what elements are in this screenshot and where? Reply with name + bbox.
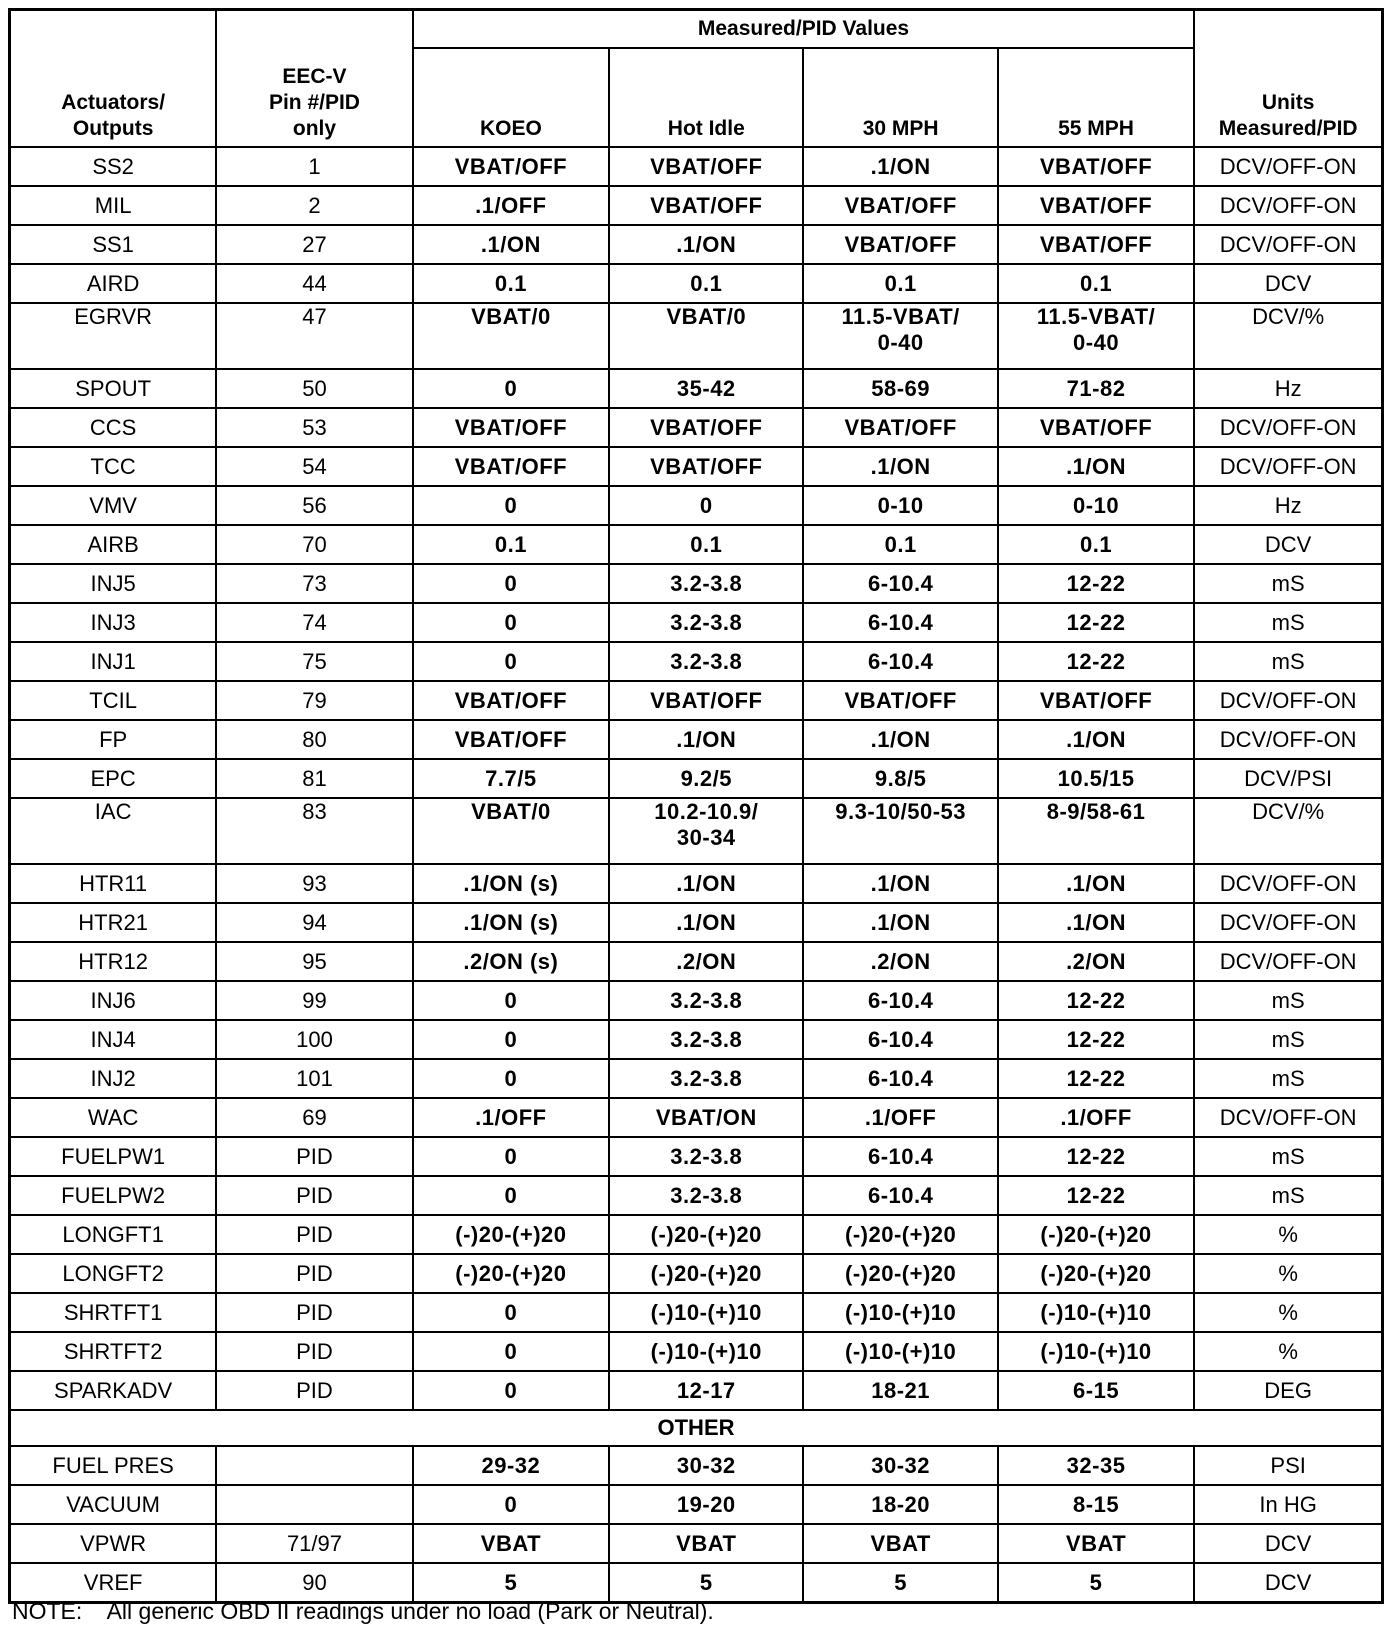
actuator-cell: SS2: [10, 147, 217, 186]
pin-cell: PID: [216, 1176, 412, 1215]
pin-cell: 90: [216, 1563, 412, 1603]
pin-cell: 56: [216, 486, 412, 525]
mph55-cell: 10.5/15: [998, 759, 1194, 798]
units-cell: %: [1194, 1215, 1382, 1254]
koeo-cell: 0: [413, 603, 609, 642]
mph55-cell: 6-15: [998, 1371, 1194, 1410]
koeo-cell: .1/ON (s): [413, 864, 609, 903]
mph30-cell: 9.8/5: [803, 759, 997, 798]
mph30-cell: 6-10.4: [803, 1020, 997, 1059]
units-cell: mS: [1194, 1137, 1382, 1176]
mph30-cell: 6-10.4: [803, 1059, 997, 1098]
koeo-cell: .1/ON (s): [413, 903, 609, 942]
actuator-cell: INJ4: [10, 1020, 217, 1059]
pin-cell: 73: [216, 564, 412, 603]
mph55-cell: .1/ON: [998, 864, 1194, 903]
units-cell: DCV/OFF-ON: [1194, 864, 1382, 903]
units-cell: DCV/OFF-ON: [1194, 720, 1382, 759]
actuator-cell: SPOUT: [10, 369, 217, 408]
pin-cell: 27: [216, 225, 412, 264]
hot-idle-cell: (-)10-(+)10: [609, 1293, 803, 1332]
pin-cell: 54: [216, 447, 412, 486]
header-koeo: KOEO: [413, 48, 609, 147]
mph30-cell: VBAT/OFF: [803, 225, 997, 264]
mph55-cell: VBAT/OFF: [998, 408, 1194, 447]
hot-idle-cell: VBAT/OFF: [609, 447, 803, 486]
actuator-cell: VACUUM: [10, 1485, 217, 1524]
units-cell: DCV/OFF-ON: [1194, 1098, 1382, 1137]
table-row: [10, 1485, 1383, 1524]
units-cell: mS: [1194, 564, 1382, 603]
mph30-cell: .1/ON: [803, 720, 997, 759]
koeo-cell: VBAT/OFF: [413, 447, 609, 486]
table-row: [10, 981, 1383, 1020]
units-cell: DCV/OFF-ON: [1194, 225, 1382, 264]
hot-idle-cell: VBAT: [609, 1524, 803, 1563]
units-cell: DCV/OFF-ON: [1194, 447, 1382, 486]
pin-cell: 93: [216, 864, 412, 903]
units-cell: DCV/OFF-ON: [1194, 681, 1382, 720]
units-cell: DCV: [1194, 1524, 1382, 1563]
actuator-cell: AIRD: [10, 264, 217, 303]
mph30-cell: (-)20-(+)20: [803, 1254, 997, 1293]
koeo-cell: VBAT/OFF: [413, 720, 609, 759]
actuator-cell: SHRTFT2: [10, 1332, 217, 1371]
mph30-cell: VBAT/OFF: [803, 681, 997, 720]
table-row: [10, 408, 1383, 447]
mph55-cell: 0-10: [998, 486, 1194, 525]
mph30-cell: 0.1: [803, 264, 997, 303]
table-row: [10, 603, 1383, 642]
table-row: [10, 720, 1383, 759]
hot-idle-cell: (-)10-(+)10: [609, 1332, 803, 1371]
table-row: [10, 225, 1383, 264]
koeo-cell: 0: [413, 1293, 609, 1332]
hot-idle-cell: .1/ON: [609, 720, 803, 759]
table-row: [10, 1059, 1383, 1098]
pin-cell: 2: [216, 186, 412, 225]
hot-idle-cell: 3.2-3.8: [609, 1137, 803, 1176]
footnote: NOTE: All generic OBD II readings under no load (Park or Neutral).: [12, 1598, 714, 1624]
mph30-cell: VBAT/OFF: [803, 408, 997, 447]
pin-cell: PID: [216, 1215, 412, 1254]
koeo-cell: (-)20-(+)20: [413, 1215, 609, 1254]
koeo-cell: 0: [413, 1059, 609, 1098]
table-row: [10, 564, 1383, 603]
hot-idle-cell: 9.2/5: [609, 759, 803, 798]
hot-idle-cell: 0: [609, 486, 803, 525]
actuator-cell: FP: [10, 720, 217, 759]
header-30-mph: 30 MPH: [803, 48, 997, 147]
mph55-cell: 12-22: [998, 1176, 1194, 1215]
actuator-cell: HTR12: [10, 942, 217, 981]
section-row-other: [10, 1410, 1383, 1446]
units-cell: mS: [1194, 1176, 1382, 1215]
actuator-cell: AIRB: [10, 525, 217, 564]
mph55-cell: 8-9/58-61: [998, 798, 1194, 864]
koeo-cell: VBAT: [413, 1524, 609, 1563]
pin-cell: PID: [216, 1137, 412, 1176]
pin-cell: 44: [216, 264, 412, 303]
mph30-cell: .1/ON: [803, 147, 997, 186]
actuator-cell: HTR11: [10, 864, 217, 903]
actuator-cell: MIL: [10, 186, 217, 225]
mph30-cell: (-)20-(+)20: [803, 1215, 997, 1254]
hot-idle-cell: 35-42: [609, 369, 803, 408]
actuator-cell: INJ1: [10, 642, 217, 681]
mph55-cell: .2/ON: [998, 942, 1194, 981]
actuator-cell: SPARKADV: [10, 1371, 217, 1410]
units-cell: DCV/%: [1194, 303, 1382, 369]
table-row: [10, 1371, 1383, 1410]
pin-cell: 81: [216, 759, 412, 798]
actuator-cell: EGRVR: [10, 303, 217, 369]
hot-idle-cell: 3.2-3.8: [609, 642, 803, 681]
hot-idle-cell: 0.1: [609, 264, 803, 303]
koeo-cell: 5: [413, 1563, 609, 1603]
table-row: [10, 1254, 1383, 1293]
mph30-cell: .1/OFF: [803, 1098, 997, 1137]
units-cell: DCV/PSI: [1194, 759, 1382, 798]
header-actuators: Actuators/ Outputs: [10, 10, 217, 148]
koeo-cell: VBAT/OFF: [413, 681, 609, 720]
units-cell: DEG: [1194, 1371, 1382, 1410]
mph55-cell: 32-35: [998, 1446, 1194, 1485]
pin-cell: 50: [216, 369, 412, 408]
units-cell: DCV/%: [1194, 798, 1382, 864]
koeo-cell: 0: [413, 564, 609, 603]
mph30-cell: 0.1: [803, 525, 997, 564]
pin-cell: 99: [216, 981, 412, 1020]
header-measured-values: Measured/PID Values: [413, 10, 1195, 49]
mph30-cell: VBAT: [803, 1524, 997, 1563]
koeo-cell: .1/OFF: [413, 186, 609, 225]
mph55-cell: (-)20-(+)20: [998, 1254, 1194, 1293]
koeo-cell: 0: [413, 1137, 609, 1176]
hot-idle-cell: 3.2-3.8: [609, 564, 803, 603]
koeo-cell: 0: [413, 1332, 609, 1371]
pin-cell: [216, 1485, 412, 1524]
mph30-cell: 58-69: [803, 369, 997, 408]
koeo-cell: 0: [413, 1485, 609, 1524]
table-row: [10, 303, 1383, 369]
koeo-cell: 0: [413, 642, 609, 681]
pid-values-table: [8, 8, 1384, 1604]
mph55-cell: VBAT: [998, 1524, 1194, 1563]
actuator-cell: FUELPW1: [10, 1137, 217, 1176]
mph30-cell: 6-10.4: [803, 981, 997, 1020]
units-cell: Hz: [1194, 486, 1382, 525]
pin-cell: 71/97: [216, 1524, 412, 1563]
mph55-cell: 11.5-VBAT/ 0-40: [998, 303, 1194, 369]
table-row: [10, 486, 1383, 525]
mph30-cell: .1/ON: [803, 903, 997, 942]
hot-idle-cell: VBAT/OFF: [609, 681, 803, 720]
pin-cell: [216, 1446, 412, 1485]
mph55-cell: 12-22: [998, 642, 1194, 681]
table-row: [10, 1020, 1383, 1059]
table-row: [10, 1137, 1383, 1176]
mph55-cell: 0.1: [998, 264, 1194, 303]
hot-idle-cell: 12-17: [609, 1371, 803, 1410]
hot-idle-cell: 19-20: [609, 1485, 803, 1524]
units-cell: mS: [1194, 1059, 1382, 1098]
actuator-cell: INJ5: [10, 564, 217, 603]
mph30-cell: 6-10.4: [803, 1176, 997, 1215]
mph30-cell: 6-10.4: [803, 1137, 997, 1176]
hot-idle-cell: 0.1: [609, 525, 803, 564]
units-cell: DCV/OFF-ON: [1194, 186, 1382, 225]
units-cell: DCV/OFF-ON: [1194, 942, 1382, 981]
koeo-cell: 0: [413, 981, 609, 1020]
actuator-cell: SS1: [10, 225, 217, 264]
mph30-cell: VBAT/OFF: [803, 186, 997, 225]
actuator-cell: INJ6: [10, 981, 217, 1020]
mph55-cell: 12-22: [998, 1059, 1194, 1098]
actuator-cell: FUEL PRES: [10, 1446, 217, 1485]
units-cell: DCV/OFF-ON: [1194, 147, 1382, 186]
mph55-cell: VBAT/OFF: [998, 681, 1194, 720]
mph30-cell: 6-10.4: [803, 642, 997, 681]
mph30-cell: 6-10.4: [803, 564, 997, 603]
pin-cell: 80: [216, 720, 412, 759]
mph30-cell: .1/ON: [803, 864, 997, 903]
units-cell: DCV: [1194, 525, 1382, 564]
mph55-cell: (-)10-(+)10: [998, 1332, 1194, 1371]
hot-idle-cell: 3.2-3.8: [609, 1176, 803, 1215]
pin-cell: 1: [216, 147, 412, 186]
mph55-cell: (-)20-(+)20: [998, 1215, 1194, 1254]
hot-idle-cell: 3.2-3.8: [609, 981, 803, 1020]
mph55-cell: 12-22: [998, 603, 1194, 642]
mph55-cell: 12-22: [998, 981, 1194, 1020]
mph55-cell: .1/ON: [998, 447, 1194, 486]
pin-cell: PID: [216, 1371, 412, 1410]
table-row: [10, 681, 1383, 720]
mph55-cell: .1/ON: [998, 903, 1194, 942]
table-row: [10, 1293, 1383, 1332]
actuator-cell: SHRTFT1: [10, 1293, 217, 1332]
mph30-cell: 30-32: [803, 1446, 997, 1485]
table-row: [10, 525, 1383, 564]
mph30-cell: 0-10: [803, 486, 997, 525]
hot-idle-cell: .1/ON: [609, 225, 803, 264]
koeo-cell: .2/ON (s): [413, 942, 609, 981]
table-body: [10, 147, 1383, 1603]
table-row: [10, 186, 1383, 225]
units-cell: %: [1194, 1254, 1382, 1293]
hot-idle-cell: VBAT/OFF: [609, 147, 803, 186]
table-row: [10, 264, 1383, 303]
section-label: OTHER: [10, 1410, 1383, 1446]
units-cell: DCV: [1194, 1563, 1382, 1603]
pin-cell: 53: [216, 408, 412, 447]
actuator-cell: FUELPW2: [10, 1176, 217, 1215]
koeo-cell: VBAT/OFF: [413, 147, 609, 186]
koeo-cell: .1/ON: [413, 225, 609, 264]
pin-cell: PID: [216, 1332, 412, 1371]
koeo-cell: (-)20-(+)20: [413, 1254, 609, 1293]
pin-cell: 94: [216, 903, 412, 942]
mph55-cell: VBAT/OFF: [998, 147, 1194, 186]
actuator-cell: VREF: [10, 1563, 217, 1603]
mph55-cell: 12-22: [998, 564, 1194, 603]
hot-idle-cell: 3.2-3.8: [609, 1059, 803, 1098]
hot-idle-cell: (-)20-(+)20: [609, 1254, 803, 1293]
actuator-cell: VPWR: [10, 1524, 217, 1563]
mph30-cell: 18-20: [803, 1485, 997, 1524]
pin-cell: 95: [216, 942, 412, 981]
koeo-cell: VBAT/0: [413, 303, 609, 369]
mph55-cell: 12-22: [998, 1137, 1194, 1176]
mph55-cell: 0.1: [998, 525, 1194, 564]
mph55-cell: 8-15: [998, 1485, 1194, 1524]
mph55-cell: 5: [998, 1563, 1194, 1603]
mph55-cell: VBAT/OFF: [998, 186, 1194, 225]
actuator-cell: IAC: [10, 798, 217, 864]
actuator-cell: VMV: [10, 486, 217, 525]
pin-cell: 75: [216, 642, 412, 681]
mph30-cell: (-)10-(+)10: [803, 1293, 997, 1332]
table-row: [10, 642, 1383, 681]
mph30-cell: 18-21: [803, 1371, 997, 1410]
actuator-cell: LONGFT1: [10, 1215, 217, 1254]
table-row: [10, 1098, 1383, 1137]
table-row: [10, 447, 1383, 486]
hot-idle-cell: VBAT/OFF: [609, 186, 803, 225]
actuator-cell: LONGFT2: [10, 1254, 217, 1293]
hot-idle-cell: 3.2-3.8: [609, 1020, 803, 1059]
pin-cell: 69: [216, 1098, 412, 1137]
mph30-cell: 6-10.4: [803, 603, 997, 642]
mph55-cell: 12-22: [998, 1020, 1194, 1059]
koeo-cell: 0: [413, 1371, 609, 1410]
table-row: [10, 369, 1383, 408]
hot-idle-cell: 30-32: [609, 1446, 803, 1485]
hot-idle-cell: (-)20-(+)20: [609, 1215, 803, 1254]
actuator-cell: TCC: [10, 447, 217, 486]
header-pin: EEC-V Pin #/PID only: [216, 10, 412, 148]
mph30-cell: (-)10-(+)10: [803, 1332, 997, 1371]
table-row: [10, 1524, 1383, 1563]
units-cell: %: [1194, 1293, 1382, 1332]
mph30-cell: .1/ON: [803, 447, 997, 486]
table-row: [10, 1446, 1383, 1485]
pin-cell: 79: [216, 681, 412, 720]
hot-idle-cell: VBAT/OFF: [609, 408, 803, 447]
actuator-cell: CCS: [10, 408, 217, 447]
pin-cell: 100: [216, 1020, 412, 1059]
actuator-cell: INJ2: [10, 1059, 217, 1098]
units-cell: Hz: [1194, 369, 1382, 408]
units-cell: mS: [1194, 642, 1382, 681]
koeo-cell: 29-32: [413, 1446, 609, 1485]
table-row: [10, 942, 1383, 981]
pin-cell: 74: [216, 603, 412, 642]
mph30-cell: 5: [803, 1563, 997, 1603]
actuator-cell: TCIL: [10, 681, 217, 720]
koeo-cell: VBAT/OFF: [413, 408, 609, 447]
mph30-cell: .2/ON: [803, 942, 997, 981]
hot-idle-cell: VBAT/0: [609, 303, 803, 369]
pin-cell: 70: [216, 525, 412, 564]
actuator-cell: HTR21: [10, 903, 217, 942]
hot-idle-cell: .1/ON: [609, 864, 803, 903]
hot-idle-cell: VBAT/ON: [609, 1098, 803, 1137]
mph55-cell: .1/ON: [998, 720, 1194, 759]
units-cell: mS: [1194, 603, 1382, 642]
header-55-mph: 55 MPH: [998, 48, 1194, 147]
hot-idle-cell: 5: [609, 1563, 803, 1603]
mph30-cell: 11.5-VBAT/ 0-40: [803, 303, 997, 369]
mph55-cell: .1/OFF: [998, 1098, 1194, 1137]
actuator-cell: EPC: [10, 759, 217, 798]
koeo-cell: 0.1: [413, 525, 609, 564]
units-cell: %: [1194, 1332, 1382, 1371]
actuator-cell: INJ3: [10, 603, 217, 642]
header-hot-idle: Hot Idle: [609, 48, 803, 147]
koeo-cell: .1/OFF: [413, 1098, 609, 1137]
header-units: Units Measured/PID: [1194, 10, 1382, 148]
actuator-cell: WAC: [10, 1098, 217, 1137]
units-cell: DCV/OFF-ON: [1194, 408, 1382, 447]
units-cell: DCV: [1194, 264, 1382, 303]
table-row: [10, 1215, 1383, 1254]
table-row: [10, 147, 1383, 186]
mph55-cell: (-)10-(+)10: [998, 1293, 1194, 1332]
units-cell: In HG: [1194, 1485, 1382, 1524]
table-row: [10, 798, 1383, 864]
pin-cell: 47: [216, 303, 412, 369]
koeo-cell: VBAT/0: [413, 798, 609, 864]
mph30-cell: 9.3-10/50-53: [803, 798, 997, 864]
pin-cell: 83: [216, 798, 412, 864]
hot-idle-cell: .1/ON: [609, 903, 803, 942]
table-row: [10, 903, 1383, 942]
units-cell: mS: [1194, 1020, 1382, 1059]
hot-idle-cell: 3.2-3.8: [609, 603, 803, 642]
pin-cell: PID: [216, 1293, 412, 1332]
koeo-cell: 0: [413, 486, 609, 525]
table-row: [10, 759, 1383, 798]
mph55-cell: 71-82: [998, 369, 1194, 408]
koeo-cell: 0: [413, 369, 609, 408]
units-cell: mS: [1194, 981, 1382, 1020]
koeo-cell: 0.1: [413, 264, 609, 303]
mph55-cell: VBAT/OFF: [998, 225, 1194, 264]
pin-cell: 101: [216, 1059, 412, 1098]
table-row: [10, 1332, 1383, 1371]
koeo-cell: 0: [413, 1176, 609, 1215]
hot-idle-cell: .2/ON: [609, 942, 803, 981]
table-row: [10, 1176, 1383, 1215]
hot-idle-cell: 10.2-10.9/ 30-34: [609, 798, 803, 864]
koeo-cell: 0: [413, 1020, 609, 1059]
units-cell: DCV/OFF-ON: [1194, 903, 1382, 942]
pin-cell: PID: [216, 1254, 412, 1293]
koeo-cell: 7.7/5: [413, 759, 609, 798]
table-row: [10, 864, 1383, 903]
table-row: [10, 1563, 1383, 1603]
units-cell: PSI: [1194, 1446, 1382, 1485]
